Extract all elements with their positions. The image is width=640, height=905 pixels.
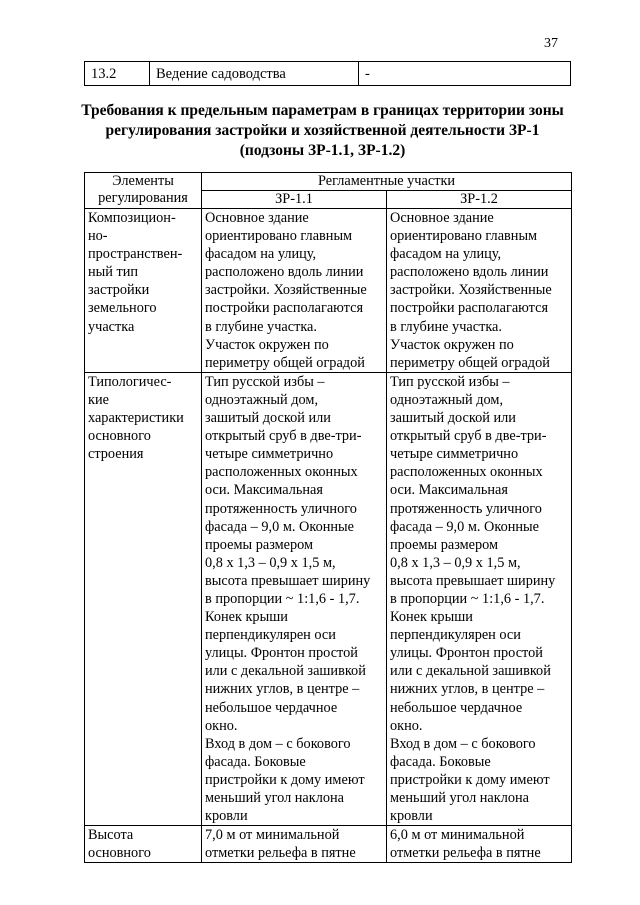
requirements-table xyxy=(84,172,572,863)
element-cell xyxy=(85,826,202,863)
cell-line: высота превышает ширину xyxy=(390,572,556,589)
cell-line: четыре симметрично xyxy=(205,446,334,463)
cell-line: 0,8 х 1,3 – 0,9 х 1,5 м, xyxy=(390,554,521,571)
cell-line: 0,8 х 1,3 – 0,9 х 1,5 м, xyxy=(205,554,336,571)
cell-line: в пропорции ~ 1:1,6 - 1,7. xyxy=(390,590,545,607)
cell-line: отметки рельефа в пятне xyxy=(205,845,356,862)
header-line: Элементы xyxy=(112,173,174,189)
cell-line: постройки располагаются xyxy=(205,300,364,317)
cell-line: расположено вдоль линии xyxy=(390,264,549,281)
code-cell: 13.2 xyxy=(85,62,150,86)
heading-line: Требования к предельным параметрам в границах территории зоны xyxy=(81,102,564,119)
cell-line: Композицион- xyxy=(88,210,176,226)
cell-line: Основное здание xyxy=(205,210,309,226)
cell-line: застройки. Хозяйственные xyxy=(390,282,552,299)
regulated-sites-header: Регламентные участки xyxy=(202,173,572,191)
cell-line: меньший угол наклона xyxy=(205,790,344,806)
zr-1-1-cell xyxy=(202,826,387,863)
cell-line: расположенных оконных xyxy=(205,464,358,481)
cell-line: 6,0 м от минимальной xyxy=(390,827,525,844)
cell-line: застройки xyxy=(88,282,150,299)
zr-1-2-cell xyxy=(387,372,572,825)
zr-1-2-header: ЗР-1.2 xyxy=(387,191,572,209)
cell-line: небольшое чердачное xyxy=(205,699,338,716)
cell-line: характеристики xyxy=(88,410,184,427)
cell-line: окно. xyxy=(390,717,423,734)
cell-line: земельного xyxy=(88,300,157,317)
cell-line: Участок окружен по xyxy=(205,336,329,353)
table-row xyxy=(85,209,572,373)
cell-line: пространствен- xyxy=(88,246,183,263)
cell-line: основного xyxy=(88,845,151,862)
cell-line: фасадом на улицу, xyxy=(390,246,502,263)
cell-line: в глубине участка. xyxy=(390,318,502,335)
cell-line: расположено вдоль линии xyxy=(205,264,364,281)
zr-1-1-header: ЗР-1.1 xyxy=(202,191,387,209)
cell-line: Основное здание xyxy=(390,210,494,226)
land-use-table xyxy=(84,61,571,86)
cell-line: фасада. Боковые xyxy=(205,753,306,770)
cell-line: но- xyxy=(88,228,108,245)
cell-line: открытый сруб в две-три- xyxy=(390,428,547,445)
cell-line: основного xyxy=(88,428,151,445)
page-number: 37 xyxy=(544,36,558,51)
table-header-row xyxy=(85,173,572,191)
cell-line: кровли xyxy=(390,808,433,825)
cell-line: одноэтажный дом, xyxy=(205,391,319,408)
header-line: регулирования xyxy=(98,190,188,206)
heading-line: регулирования застройки и хозяйственной деятельности ЗР-1 xyxy=(105,122,540,139)
cell-line: периметру общей оградой xyxy=(205,354,365,371)
cell-line: Участок окружен по xyxy=(390,336,514,353)
cell-line: одноэтажный дом, xyxy=(390,391,504,408)
cell-line: ориентировано главным xyxy=(390,228,538,245)
cell-line: 7,0 м от минимальной xyxy=(205,827,340,844)
cell-line: протяженность уличного xyxy=(205,500,357,517)
cell-line: фасада – 9,0 м. Оконные xyxy=(390,518,539,535)
zr-1-2-cell xyxy=(387,209,572,373)
cell-line: небольшое чердачное xyxy=(390,699,523,716)
cell-line: отметки рельефа в пятне xyxy=(390,845,541,862)
cell-line: периметру общей оградой xyxy=(390,354,550,371)
cell-line: Высота xyxy=(88,827,134,844)
cell-line: фасада – 9,0 м. Оконные xyxy=(205,518,354,535)
cell-line: проемы размером xyxy=(390,536,499,553)
cell-line: кие xyxy=(88,391,109,408)
cell-line: протяженность уличного xyxy=(390,500,542,517)
cell-line: улицы. Фронтон простой xyxy=(390,645,543,662)
cell-line: Типологичес- xyxy=(88,373,172,390)
cell-line: расположенных оконных xyxy=(390,464,543,481)
cell-line: в глубине участка. xyxy=(205,318,317,335)
cell-line: меньший угол наклона xyxy=(390,790,529,806)
cell-line: оси. Максимальная xyxy=(205,482,323,499)
cell-line: Конек крыши xyxy=(205,609,288,626)
cell-line: перпендикулярен оси xyxy=(205,627,336,644)
cell-line: открытый сруб в две-три- xyxy=(205,428,362,445)
table-row xyxy=(85,62,571,86)
cell-line: пристройки к дому имеют xyxy=(205,771,365,788)
cell-line: нижних углов, в центре – xyxy=(390,681,545,698)
element-cell xyxy=(85,372,202,825)
name-cell: Ведение садоводства xyxy=(150,62,359,86)
cell-line: Тип русской избы – xyxy=(205,373,325,390)
cell-line: в пропорции ~ 1:1,6 - 1,7. xyxy=(205,590,360,607)
cell-line: постройки располагаются xyxy=(390,300,549,317)
cell-line: улицы. Фронтон простой xyxy=(205,645,358,662)
cell-line: зашитый доской или xyxy=(390,410,516,427)
cell-line: фасада. Боковые xyxy=(390,753,491,770)
cell-line: перпендикулярен оси xyxy=(390,627,521,644)
cell-line: Тип русской избы – xyxy=(390,373,510,390)
cell-line: ный тип xyxy=(88,264,139,281)
cell-line: нижних углов, в центре – xyxy=(205,681,360,698)
cell-line: высота превышает ширину xyxy=(205,572,371,589)
cell-line: проемы размером xyxy=(205,536,314,553)
zr-1-1-cell xyxy=(202,372,387,825)
heading-line: (подзоны ЗР-1.1, ЗР-1.2) xyxy=(239,142,406,159)
cell-line: застройки. Хозяйственные xyxy=(205,282,367,299)
section-heading xyxy=(60,101,585,161)
cell-line: окно. xyxy=(205,717,238,734)
cell-line: оси. Максимальная xyxy=(390,482,508,499)
elements-header xyxy=(85,173,202,209)
cell-line: четыре симметрично xyxy=(390,446,519,463)
cell-line: Конек крыши xyxy=(390,609,473,626)
cell-line: или с декальной зашивкой xyxy=(205,663,366,680)
zr-1-2-cell xyxy=(387,826,572,863)
cell-line: пристройки к дому имеют xyxy=(390,771,550,788)
zr-1-1-cell xyxy=(202,209,387,373)
element-cell xyxy=(85,209,202,373)
cell-line: Вход в дом – с бокового xyxy=(205,735,351,752)
table-row xyxy=(85,826,572,863)
table-row xyxy=(85,372,572,825)
cell-line: строения xyxy=(88,446,144,463)
value-cell: - xyxy=(359,62,571,86)
cell-line: ориентировано главным xyxy=(205,228,353,245)
cell-line: или с декальной зашивкой xyxy=(390,663,551,680)
cell-line: фасадом на улицу, xyxy=(205,246,317,263)
cell-line: зашитый доской или xyxy=(205,410,331,427)
cell-line: участка xyxy=(88,318,135,335)
cell-line: Вход в дом – с бокового xyxy=(390,735,536,752)
cell-line: кровли xyxy=(205,808,248,825)
